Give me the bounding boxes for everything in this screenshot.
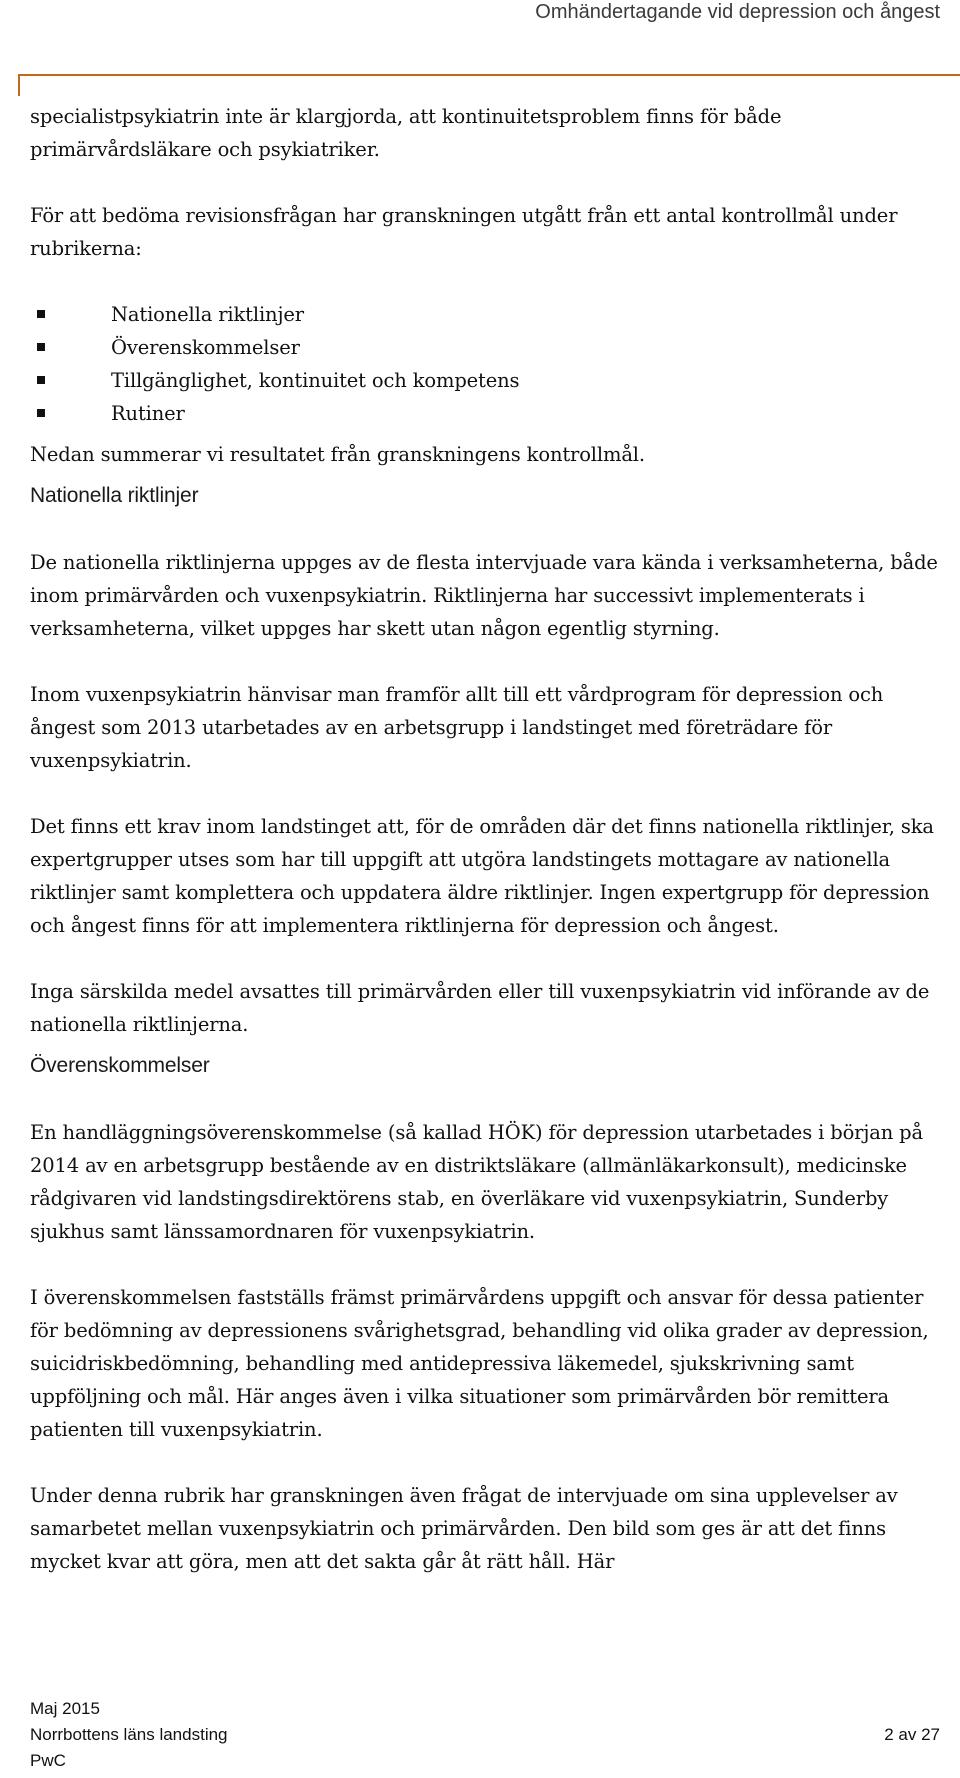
paragraph: Under denna rubrik har granskningen även frågat de intervjuade om sina upplevelser av samarbetet mellan vuxenpsykiatrin och primärvården. Den bild som ges är att det finns mycket kvar att göra, men att det sakta går åt rätt håll. Här <box>30 1484 898 1573</box>
page-number: 2 av 27 <box>884 1725 940 1744</box>
square-bullet-icon <box>37 409 45 417</box>
list-item-label: Rutiner <box>111 402 185 425</box>
paragraph-summary: Nedan summerar vi resultatet från granskningens kontrollmål. <box>30 443 645 466</box>
square-bullet-icon <box>37 343 45 351</box>
header-corner-tick <box>18 74 20 96</box>
document-body <box>30 100 950 1578</box>
paragraph-method: För att bedöma revisionsfrågan har granskningen utgått från ett antal kontrollmål under rubrikerna: <box>30 204 898 260</box>
square-bullet-icon <box>37 376 45 384</box>
list-item <box>111 331 950 364</box>
footer-company: PwC <box>30 1751 66 1770</box>
list-item <box>111 397 950 430</box>
list-item <box>111 364 950 397</box>
list-item-label: Tillgänglighet, kontinuitet och kompetens <box>111 369 520 392</box>
header-rule <box>18 74 960 76</box>
list-item-label: Överenskommelser <box>111 336 300 359</box>
footer-organization: Norrbottens läns landsting <box>30 1725 228 1744</box>
paragraph: En handläggningsöverenskommelse (så kallad HÖK) för depression utarbetades i början på 2014 av en arbetsgrupp bestående av en distriktsläkare (allmänläkarkonsult), medicinske rådgivaren vid landstingsdirektörens stab, en överläkare vid vuxenpsykiatrin, Sunderby sjukhus samt länssamordnaren för vuxenpsykiatrin. <box>30 1121 923 1243</box>
list-item <box>111 298 950 331</box>
list-item-label: Nationella riktlinjer <box>111 303 304 326</box>
paragraph: Inom vuxenpsykiatrin hänvisar man framför allt till ett vårdprogram för depression och ångest som 2013 utarbetades av en arbetsgrupp i landstinget med företrädare för vuxenpsykiatrin. <box>30 683 884 772</box>
section-heading-overenskommelser: Överenskommelser <box>30 1054 210 1077</box>
paragraph: Inga särskilda medel avsattes till primärvården eller till vuxenpsykiatrin vid införande av de nationella riktlinjerna. <box>30 980 930 1036</box>
page-footer <box>30 1696 940 1774</box>
square-bullet-icon <box>37 310 45 318</box>
paragraph-intro: specialistpsykiatrin inte är klargjorda, att kontinuitetsproblem finns för både primärvårdsläkare och psykiatriker. <box>30 105 782 161</box>
paragraph: Det finns ett krav inom landstinget att, för de områden där det finns nationella riktlinjer, ska expertgrupper utses som har till uppgift att utgöra landstingets mottagare av nationella riktlinjer samt komplettera och uppdatera äldre riktlinjer. Ingen expertgrupp för depression och ångest finns för att implementera riktlinjerna för depression och ångest. <box>30 815 934 937</box>
section-heading-nationella-riktlinjer: Nationella riktlinjer <box>30 484 199 507</box>
control-goals-list <box>30 298 950 430</box>
paragraph: I överenskommelsen fastställs främst primärvårdens uppgift och ansvar för dessa patienter för bedömning av depressionens svårighetsgrad, behandling vid olika grader av depression, suicidriskbedömning, behandling med antidepressiva läkemedel, sjukskrivning samt uppföljning och mål. Här anges även i vilka situationer som primärvården bör remittera patienten till vuxenpsykiatrin. <box>30 1286 929 1441</box>
footer-date: Maj 2015 <box>30 1699 100 1718</box>
paragraph: De nationella riktlinjerna uppges av de flesta intervjuade vara kända i verksamheterna, både inom primärvården och vuxenpsykiatrin. Riktlinjerna har successivt implementerats i verksamheterna, vilket uppges har skett utan någon egentlig styrning. <box>30 551 938 640</box>
header-title: Omhändertagande vid depression och ångest <box>535 1 940 23</box>
